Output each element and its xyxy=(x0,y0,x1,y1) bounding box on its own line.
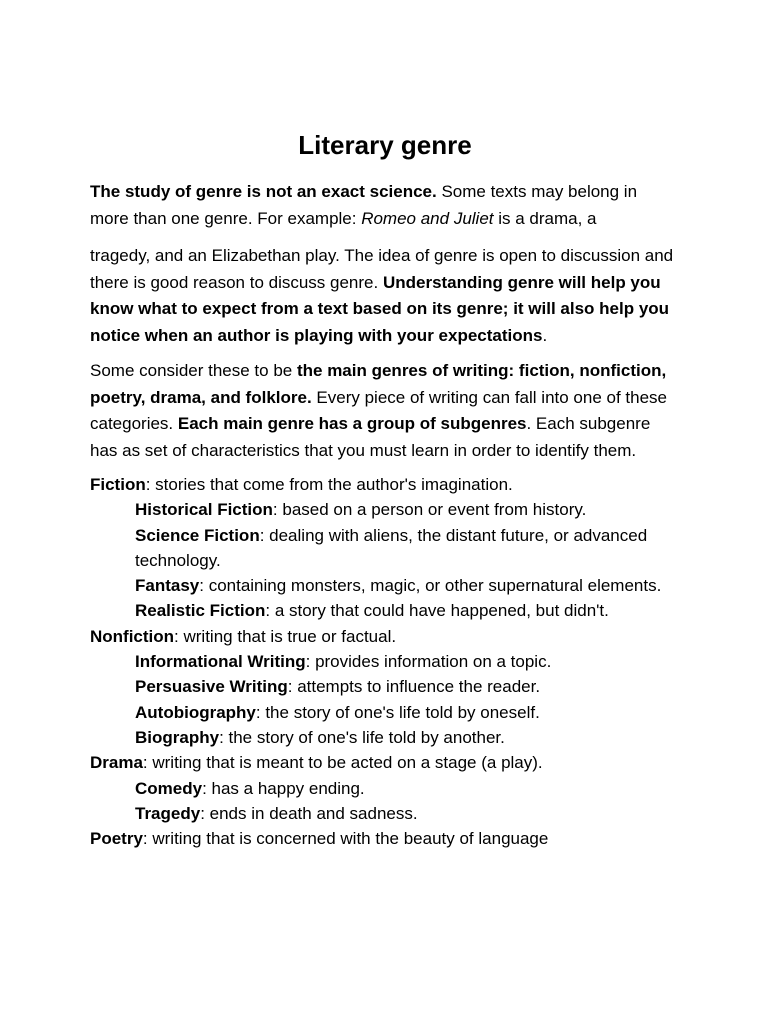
subgenre-term: Comedy xyxy=(135,778,203,798)
subgenre-definition: : the story of one's life told by oneself. xyxy=(255,702,540,722)
para3-text-2: Every piece of writing can fall into one of these categories. xyxy=(90,387,667,433)
genre-item xyxy=(90,472,680,497)
genre-explanation-paragraph xyxy=(90,243,680,349)
genre-item xyxy=(90,826,680,851)
subgenre-item xyxy=(90,700,680,725)
genre-item xyxy=(90,750,680,775)
genre-definition: : writing that is true or factual. xyxy=(174,626,397,646)
genre-term: Poetry xyxy=(90,829,143,849)
intro-paragraph xyxy=(90,179,680,232)
intro-text-1: Some texts may belong in more than one genre. For example: xyxy=(90,182,638,228)
genre-list xyxy=(90,472,680,851)
para3-text-3: . Each subgenre has as set of characteristics that you must learn in order to identify them. xyxy=(90,414,651,460)
subgenre-item xyxy=(90,725,680,750)
subgenre-term: Persuasive Writing xyxy=(135,677,288,697)
page-title: Literary genre xyxy=(298,130,472,160)
para3-bold-2: Each main genre has a group of subgenres xyxy=(177,414,527,433)
main-genres-paragraph xyxy=(90,358,680,464)
subgenre-item xyxy=(90,598,680,623)
subgenre-definition: : dealing with aliens, the distant future, or advanced technology. xyxy=(135,525,648,570)
intro-text-2: is a drama, a xyxy=(493,208,597,228)
subgenre-term: Tragedy xyxy=(135,803,201,823)
subgenre-definition: : provides information on a topic. xyxy=(305,652,552,672)
intro-example-title: Romeo and Juliet xyxy=(361,208,494,228)
subgenre-item xyxy=(90,674,680,699)
intro-lead-bold: The study of genre is not an exact science. xyxy=(90,182,437,201)
document-page xyxy=(90,128,680,851)
genre-definition: : writing that is meant to be acted on a stage (a play). xyxy=(142,753,543,773)
genre-term: Drama xyxy=(90,753,143,773)
subgenre-definition: : attempts to influence the reader. xyxy=(287,677,541,697)
subgenre-definition: : based on a person or event from history. xyxy=(272,500,587,520)
subgenre-item xyxy=(90,573,680,598)
subgenre-term: Autobiography xyxy=(135,702,256,722)
subgenre-definition: : containing monsters, magic, or other supernatural elements. xyxy=(199,576,662,596)
subgenre-definition: : the story of one's life told by another. xyxy=(219,727,505,747)
subgenre-definition: : ends in death and sadness. xyxy=(200,803,418,823)
para3-bold-1: the main genres of writing: fiction, nonfiction, poetry, drama, and folklore. xyxy=(90,361,667,407)
genre-term: Nonfiction xyxy=(90,626,175,646)
genre-term: Fiction xyxy=(90,475,146,494)
subgenre-definition: : a story that could have happened, but didn't. xyxy=(265,601,609,621)
subgenre-term: Biography xyxy=(135,727,220,747)
para2-text-1: tragedy, and an Elizabethan play. The idea of genre is open to discussion and there is good reason to discuss genre. xyxy=(90,246,674,292)
para2-text-2: . xyxy=(542,325,548,345)
para3-text-1: Some consider these to be xyxy=(90,361,297,380)
subgenre-term: Science Fiction xyxy=(135,525,260,545)
subgenre-item xyxy=(90,776,680,801)
subgenre-item xyxy=(90,523,680,574)
subgenre-item xyxy=(90,649,680,674)
para2-bold: Understanding genre will help you know what to expect from a text based on its genre; it will also help you notice when an author is playing with your expectations xyxy=(90,272,670,345)
subgenre-item xyxy=(90,497,680,522)
genre-item xyxy=(90,624,680,649)
subgenre-term: Realistic Fiction xyxy=(135,601,266,621)
subgenre-term: Fantasy xyxy=(135,576,200,596)
genre-definition: : stories that come from the author's imagination. xyxy=(145,475,513,494)
genre-definition: : writing that is concerned with the beauty of language xyxy=(142,829,549,849)
subgenre-term: Historical Fiction xyxy=(135,500,273,520)
subgenre-item xyxy=(90,801,680,826)
subgenre-definition: : has a happy ending. xyxy=(202,778,365,798)
subgenre-term: Informational Writing xyxy=(135,652,306,672)
